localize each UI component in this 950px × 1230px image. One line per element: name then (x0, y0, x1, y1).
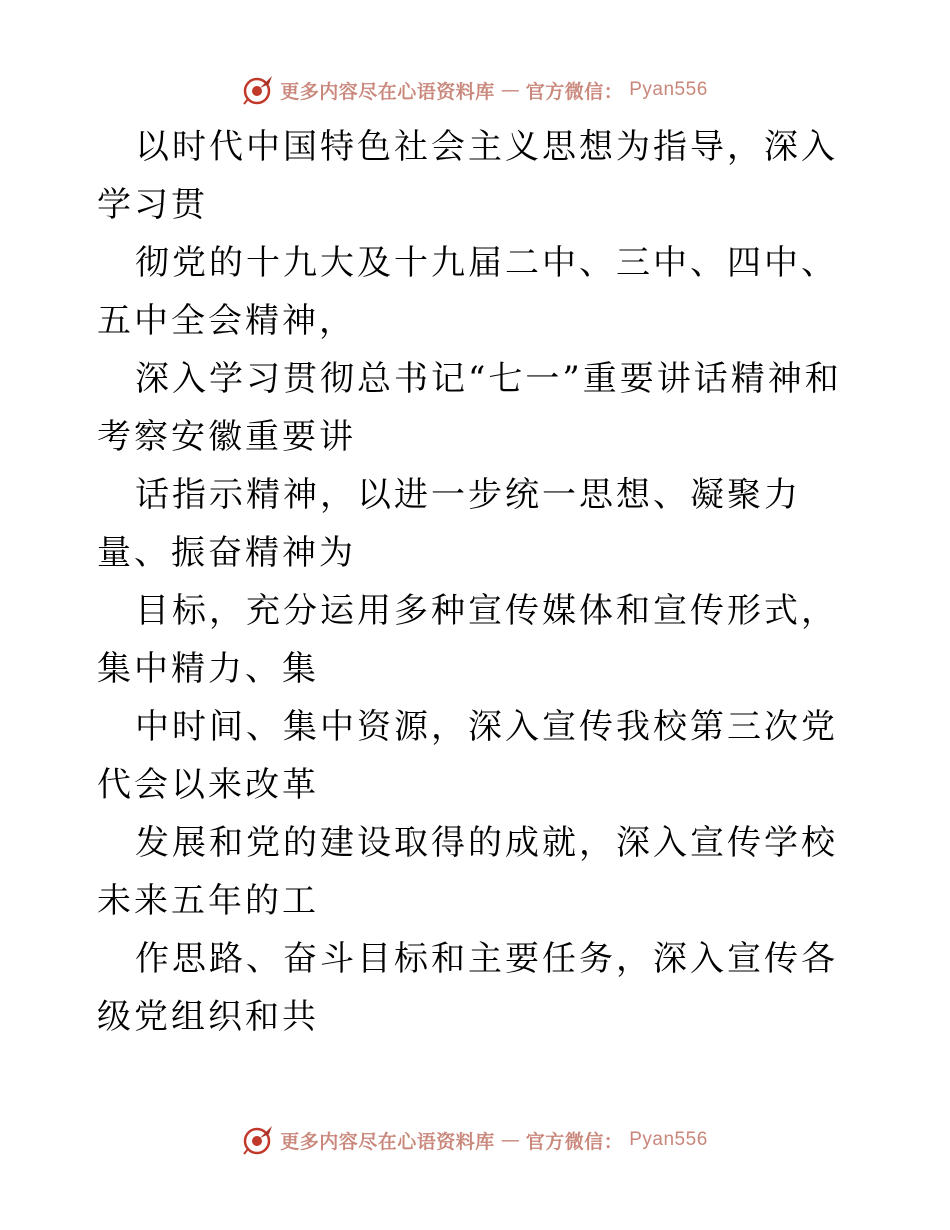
paragraph-1: 以时代中国特色社会主义思想为指导，深入学习贯 (97, 127, 838, 225)
quill-logo-icon (242, 1124, 274, 1156)
banner-title: 更多内容尽在心语资料库 (280, 80, 495, 103)
header-watermark-banner (0, 70, 950, 110)
banner-account: Pyan556 (629, 79, 708, 100)
banner-separator: — (500, 79, 520, 101)
paragraph-7: 发展和党的建设取得的成就，深入宣传学校未来五年的工 (97, 823, 838, 921)
paragraph-8: 作思路、奋斗目标和主要任务，深入宣传各级党组织和共 (97, 939, 838, 1037)
document-body (97, 118, 857, 1046)
banner-title: 更多内容尽在心语资料库 (280, 1130, 495, 1153)
footer-watermark-banner (0, 1120, 950, 1160)
paragraph-2: 彻党的十九大及十九届二中、三中、四中、五中全会精神， (97, 243, 838, 341)
banner-separator: — (500, 1129, 520, 1151)
paragraph-3: 深入学习贯彻总书记“七一”重要讲话精神和考察安徽重要讲 (97, 359, 842, 457)
banner-wechat-label: 官方微信： (525, 80, 624, 103)
banner-wechat-label: 官方微信： (525, 1130, 624, 1153)
paragraph-4: 话指示精神，以进一步统一思想、凝聚力量、振奋精神为 (97, 475, 801, 573)
paragraph-6: 中时间、集中资源，深入宣传我校第三次党代会以来改革 (97, 707, 838, 805)
banner-account: Pyan556 (629, 1129, 708, 1150)
quill-logo-icon (242, 74, 274, 106)
paragraph-5: 目标，充分运用多种宣传媒体和宣传形式，集中精力、集 (97, 591, 838, 689)
